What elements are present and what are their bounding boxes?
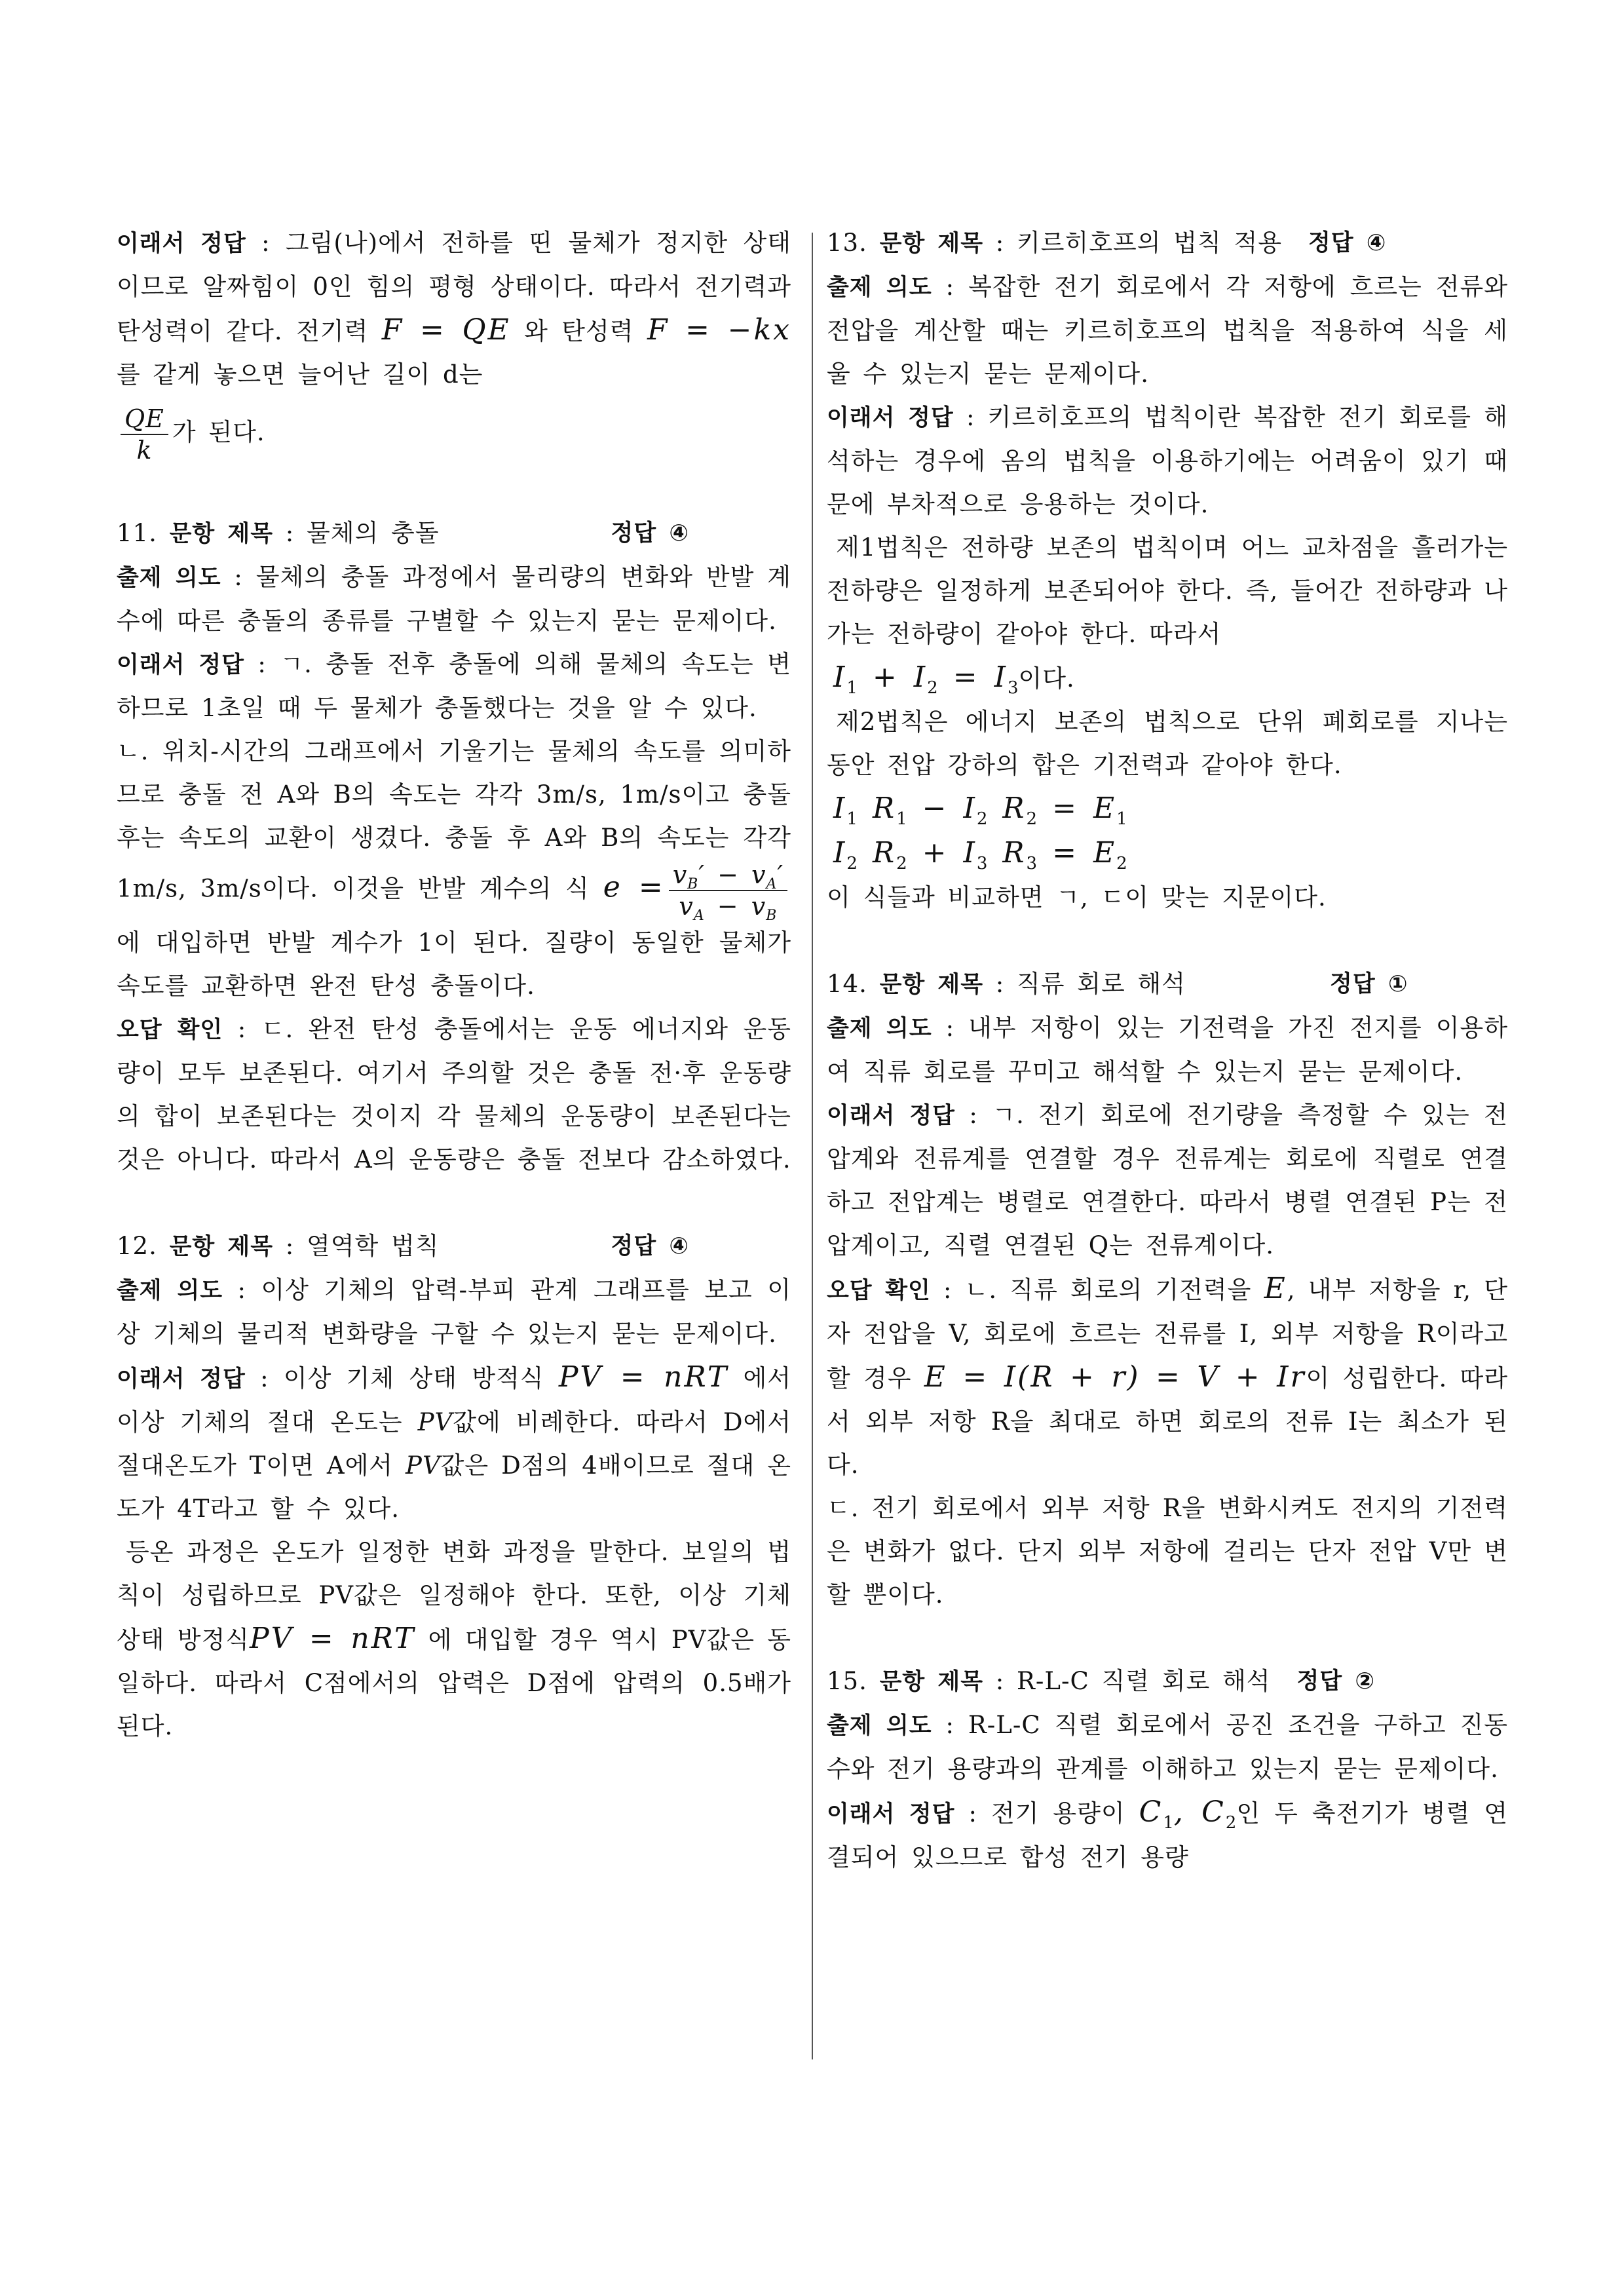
- question-15-header: 15. 문항 제목 : R-L-C 직렬 회로 해석 정답 ②: [827, 1660, 1508, 1704]
- fraction-qe-over-k: $\frac{QE}{k}$: [121, 404, 168, 465]
- question-14-header: 14. 문항 제목 : 직류 회로 해석 정답 ①: [827, 963, 1508, 1006]
- spacer: [827, 919, 1508, 963]
- equation-kvl-2: $I_2$ $R_2 + I_3$ $R_3 = E_2$: [833, 836, 1127, 873]
- question-13-first-law: 제1법칙은 전하량 보존의 법칙이며 어느 교차점을 흘러가는 전하량은 일정하게 보존되어야 한다. 즉, 들어간 전하량과 나가는 전하량이 같아야 한다. 따라서: [827, 533, 1508, 648]
- question-12-header: 12. 문항 제목 : 열역학 법칙 정답 ④: [117, 1225, 791, 1269]
- column-divider: [812, 233, 813, 2059]
- question-13-conclusion: 이 식들과 비교하면 ㄱ, ㄷ이 맞는 지문이다.: [827, 883, 1327, 911]
- explanation-text: 그림(나)에서 전하를 띤 물체가 정지한 상태이므로 알짜힘이 0인 힘의 평형 상태이다. 따라서 전기력과 탄성력이 같다. 전기력: [117, 229, 791, 345]
- answer-badge: 정답 ④: [1308, 230, 1387, 256]
- prev-question-explanation: 이래서 정답 : 그림(나)에서 전하를 띤 물체가 정지한 상태이므로 알짜힘이 0인 힘의 평형 상태이다. 따라서 전기력과 탄성력이 같다. 전기력 F = QE 와 탄성력 F = −kx를 같게 놓으면 늘어난 길이 d는: [117, 229, 791, 389]
- question-title: 직류 회로 해석: [1017, 970, 1186, 998]
- question-number: 15.: [827, 1667, 867, 1695]
- answer-badge: 정답 ②: [1296, 1668, 1375, 1694]
- equation-kcl: $I_1 + I_2 = I_3$이다.: [833, 660, 1075, 698]
- reason-label: 이래서 정답: [117, 231, 246, 257]
- question-11-reason-2: ㄴ. 위치-시간의 그래프에서 기울기는 물체의 속도를 의미하므로 충돌 전 A와 B의 속도는 각각 3m/s, 1m/s이고 충돌 후는 속도의 교환이 생겼다. 충돌 후 A와 B의 속도는 각각 1m/s, 3m/s이다. 이것을 반발 계수의 식 e = $\frac{v_B' - v_A'}{v_A - v_B}$ 에 대입하면 반발 계수가 1이 된다. 질량이 동일한 물체가 속도를 교환하면 완전 탄성 충돌이다.: [117, 737, 791, 1000]
- question-12-reason: 이래서 정답 : 이상 기체 상태 방적식 PV = nRT 에서 이상 기체의 절대 온도는 PV값에 비례한다. 따라서 D에서 절대온도가 T이면 A에서 PV값은 D점의 4배이므로 절대 온도가 4T라고 할 수 있다.: [117, 1360, 792, 1523]
- question-number: 13.: [827, 229, 867, 257]
- question-11-header: 11. 문항 제목 : 물체의 충돌 정답 ④: [117, 512, 791, 556]
- spacer: [827, 1617, 1508, 1660]
- question-title: 열역학 법칙: [307, 1232, 440, 1260]
- question-13-intent: 출제 의도 : 복잡한 전기 회로에서 각 저항에 흐르는 전류와 전압을 계산할 때는 키르히호프의 법칙을 적용하여 식을 세울 수 있는지 묻는 문제이다.: [827, 273, 1508, 388]
- formula-electric-force: F = QE: [381, 313, 511, 347]
- question-13-reason: 이래서 정답 : 키르히호프의 법칙이란 복잡한 전기 회로를 해석하는 경우에 옴의 법칙을 이용하기에는 어려움이 있기 때문에 부차적으로 응용하는 것이다.: [827, 403, 1508, 518]
- question-11-wrong: 오답 확인 : ㄷ. 완전 탄성 충돌에서는 운동 에너지와 운동량이 모두 보존된다. 여기서 주의할 것은 충돌 전·후 운동량의 합이 보존된다는 것이지 각 물체의 운동량이 보존된다는 것은 아니다. 따라서 A의 운동량은 충돌 전보다 감소하였다.: [117, 1015, 792, 1174]
- question-15-reason: 이래서 정답 : 전기 용량이 $C_1$, $C_2$인 두 축전기가 병렬 연결되어 있으므로 합성 전기 용량: [827, 1795, 1508, 1871]
- question-12-reason-2: 등온 과정은 온도가 일정한 변화 과정을 말한다. 보일의 법칙이 성립하므로 PV값은 일정해야 한다. 또한, 이상 기체 상태 방정식PV = nRT 에 대입할 경우 역시 PV값은 동일하다. 따라서 C점에서의 압력은 D점에 압력의 0.5배가 된다.: [117, 1538, 791, 1740]
- question-15-intent: 출제 의도 : R-L-C 직렬 회로에서 공진 조건을 구하고 진동수와 전기 용량과의 관계를 이해하고 있는지 묻는 문제이다.: [827, 1711, 1508, 1783]
- answer-badge: 정답 ①: [1330, 971, 1408, 997]
- formula-ideal-gas: PV = nRT: [250, 1622, 416, 1655]
- spacer: [117, 469, 791, 512]
- question-12-intent: 출제 의도 : 이상 기체의 압력-부피 관계 그래프를 보고 이상 기체의 물리적 변화량을 구할 수 있는지 묻는 문제이다.: [117, 1276, 791, 1348]
- question-11-intent: 출제 의도 : 물체의 충돌 과정에서 물리량의 변화와 반발 계수에 따른 충돌의 종류를 구별할 수 있는지 묻는 문제이다.: [117, 563, 791, 635]
- answer-badge: 정답 ④: [611, 520, 689, 546]
- question-number: 12.: [117, 1232, 157, 1260]
- question-11-reason: 이래서 정답 : ㄱ. 충돌 전후 충돌에 의해 물체의 속도는 변하므로 1초일 때 두 물체가 충돌했다는 것을 알 수 있다.: [117, 650, 791, 722]
- formula-spring-force: F = −kx: [647, 313, 791, 347]
- fraction-restitution: $\frac{v_B' - v_A'}{v_A - v_B}$: [669, 860, 787, 921]
- formula-emf: E = I(R + r) = V + Ir: [924, 1360, 1306, 1394]
- fraction-line: $\frac{QE}{k}$ 가 된다.: [117, 396, 791, 469]
- question-13-second-law: 제2법칙은 에너지 보존의 법칙으로 단위 폐회로를 지나는 동안 전압 강하의 합은 기전력과 같아야 한다.: [827, 708, 1508, 779]
- question-title: 물체의 충돌: [307, 519, 440, 547]
- question-14-wrong-2: ㄷ. 전기 회로에서 외부 저항 R을 변화시켜도 전지의 기전력은 변화가 없다. 단지 외부 저항에 걸리는 단자 전압 V만 변할 뿐이다.: [827, 1494, 1508, 1609]
- formula-ideal-gas: PV = nRT: [558, 1360, 729, 1394]
- question-14-intent: 출제 의도 : 내부 저항이 있는 기전력을 가진 전지를 이용하여 직류 회로를 꾸미고 해석할 수 있는지 묻는 문제이다.: [827, 1014, 1508, 1086]
- equation-kvl-1: $I_1$ $R_1 - I_2$ $R_2 = E_1$: [833, 792, 1127, 829]
- question-14-wrong: 오답 확인 : ㄴ. 직류 회로의 기전력을 E, 내부 저항을 r, 단자 전압을 V, 회로에 흐르는 전류를 I, 외부 저항을 R이라고 할 경우 E = I(R + r) = V + Ir이 성립한다. 따라서 외부 저항 R을 최대로 하면 회로의 전류 I는 최소가 된다.: [827, 1272, 1509, 1479]
- right-column: [827, 221, 1508, 1879]
- question-13-header: 13. 문항 제목 : 키르히호프의 법칙 적용 정답 ④: [827, 221, 1508, 265]
- question-number: 11.: [117, 519, 157, 547]
- question-number: 14.: [827, 970, 867, 998]
- spacer: [117, 1181, 791, 1225]
- question-title: 키르히호프의 법칙 적용: [1017, 229, 1282, 257]
- left-column: [117, 221, 791, 1748]
- question-title: R-L-C 직렬 회로 해석: [1017, 1667, 1271, 1695]
- formula-restitution: e =: [603, 870, 665, 904]
- answer-badge: 정답 ④: [611, 1233, 689, 1259]
- formula-capacitors: $C_1$, $C_2$: [1139, 1795, 1237, 1833]
- question-14-reason: 이래서 정답 : ㄱ. 전기 회로에 전기량을 측정할 수 있는 전압계와 전류계를 연결할 경우 전류계는 회로에 직렬로 연결하고 전압계는 병렬로 연결한다. 따라서 병렬 연결된 P는 전압계이고, 직렬 연결된 Q는 전류계이다.: [827, 1101, 1508, 1259]
